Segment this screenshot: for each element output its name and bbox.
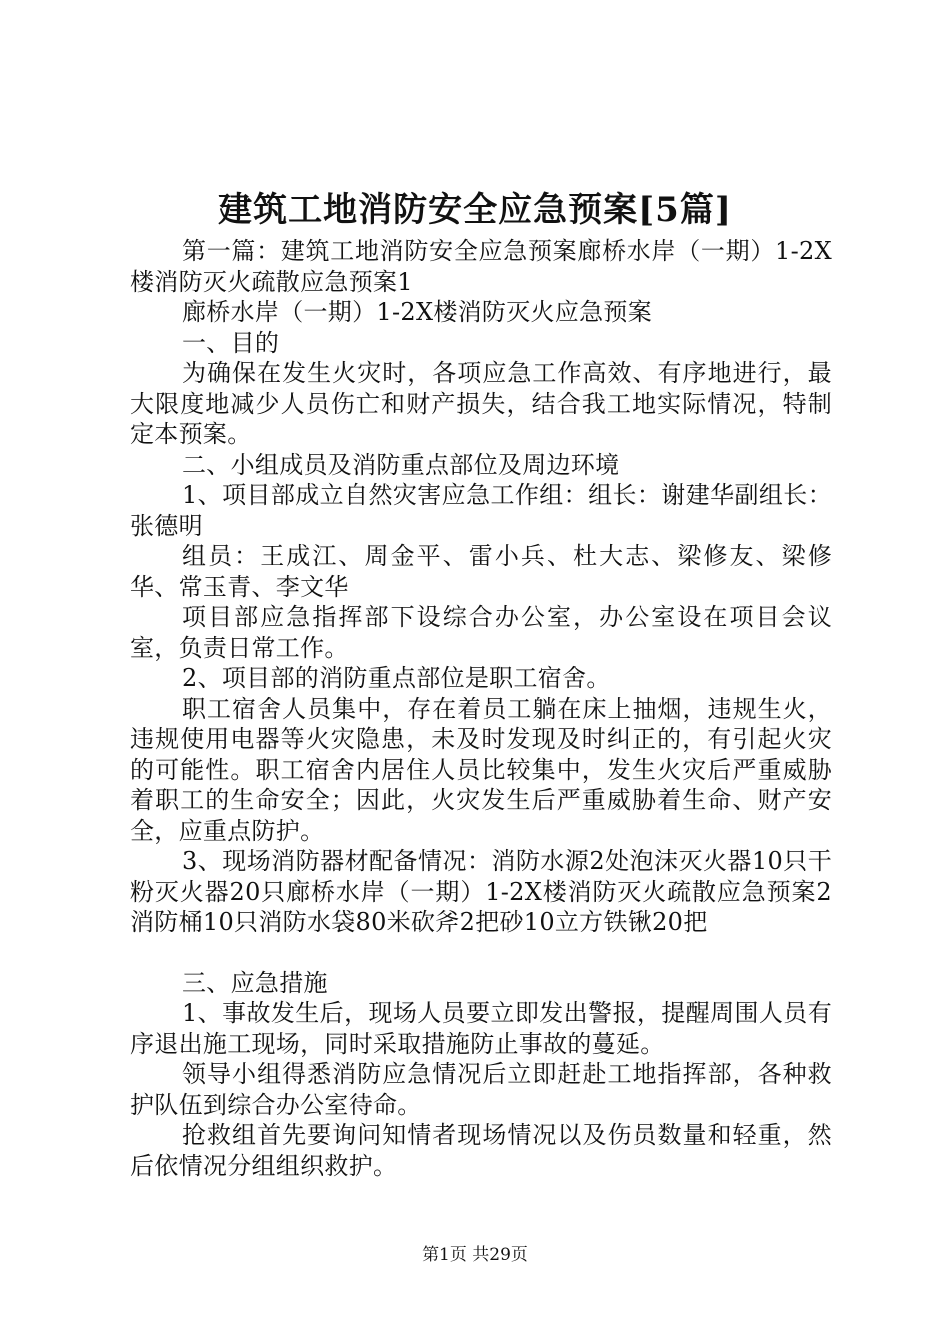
document-body <box>130 236 832 1181</box>
paragraph: 项目部应急指挥部下设综合办公室，办公室设在项目会议室，负责日常工作。 <box>130 603 832 662</box>
section-heading: 一、目的 <box>182 328 280 357</box>
paragraph: 抢救组首先要询问知情者现场情况以及伤员数量和轻重，然后依情况分组组织救护。 <box>130 1121 832 1180</box>
paragraph: 为确保在发生火灾时，各项应急工作高效、有序地进行，最大限度地减少人员伤亡和财产损失，结合我工地实际情况，特制定本预案。 <box>130 359 832 448</box>
paragraph: 第一篇：建筑工地消防安全应急预案廊桥水岸（一期）1-2X楼消防灭火疏散应急预案1 <box>130 237 832 296</box>
paragraph: 职工宿舍人员集中，存在着员工躺在床上抽烟，违规生火，违规使用电器等火灾隐患，未及时发现及时纠正的，有引起火灾的可能性。职工宿舍内居住人员比较集中，发生火灾后严重威胁着职工的生命安全；因此，火灾发生后严重威胁着生命、财产安全，应重点防护。 <box>130 694 832 845</box>
paragraph: 1、事故发生后，现场人员要立即发出警报，提醒周围人员有序退出施工现场，同时采取措施防止事故的蔓延。 <box>130 999 832 1058</box>
paragraph: 领导小组得悉消防应急情况后立即赶赴工地指挥部，各种救护队伍到综合办公室待命。 <box>130 1060 832 1119</box>
section-heading: 三、应急措施 <box>182 968 328 997</box>
paragraph: 廊桥水岸（一期）1-2X楼消防灭火应急预案 <box>182 298 653 326</box>
paragraph: 组员：王成江、周金平、雷小兵、杜大志、梁修友、梁修华、常玉青、李文华 <box>130 542 832 601</box>
section-heading: 二、小组成员及消防重点部位及周边环境 <box>182 450 620 479</box>
paragraph: 2、项目部的消防重点部位是职工宿舍。 <box>182 664 611 692</box>
document-title: 建筑工地消防安全应急预案[5篇] <box>218 190 732 230</box>
paragraph: 3、现场消防器材配备情况：消防水源2处泡沫灭火器10只干粉灭火器20只廊桥水岸（一期）1-2X楼消防灭火疏散应急预案2消防桶10只消防水袋80米砍斧2把砂10立方铁锹20把 <box>130 847 832 936</box>
paragraph: 1、项目部成立自然灾害应急工作组：组长：谢建华副组长：张德明 <box>130 481 832 540</box>
page-footer: 第1页 共29页 <box>422 1245 528 1265</box>
